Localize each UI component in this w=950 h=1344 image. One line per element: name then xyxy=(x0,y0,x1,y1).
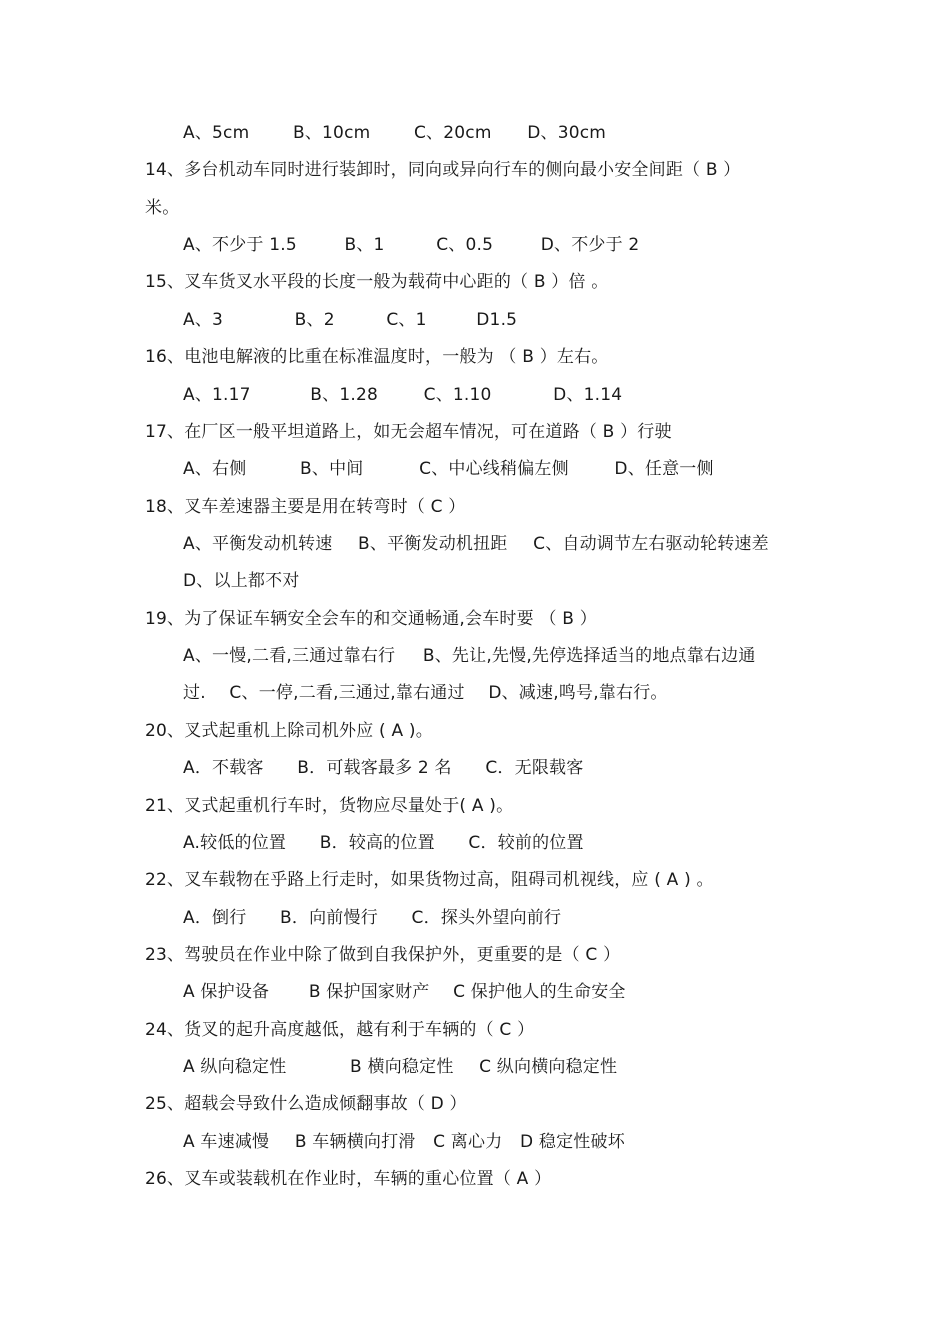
question-19: 19、为了保证车辆安全会车的和交通畅通,会车时要 （ B ） xyxy=(145,609,597,629)
option: C．无限载客 xyxy=(485,758,584,778)
option: A 保护设备 xyxy=(183,982,270,1002)
question-22: 22、叉车载物在乎路上行走时，如果货物过高，阻碍司机视线，应 ( A ) 。 xyxy=(145,870,714,890)
option: A、5cm xyxy=(183,123,250,143)
question-18: 18、叉车差速器主要是用在转弯时（ C ） xyxy=(145,497,466,517)
question-25: 25、超载会导致什么造成倾翻事故（ D ） xyxy=(145,1094,467,1114)
option: D、以上都不对 xyxy=(183,571,300,591)
option: B 横向稳定性 xyxy=(350,1057,454,1077)
options-line xyxy=(183,757,583,779)
option: D1.5 xyxy=(476,310,518,330)
option: C．较前的位置 xyxy=(468,833,584,853)
question-21: 21、叉式起重机行车时，货物应尽量处于( A )。 xyxy=(145,796,514,816)
options-line xyxy=(183,1131,625,1153)
option: 过. xyxy=(183,683,206,703)
options-line xyxy=(183,458,714,480)
option: C 纵向横向稳定性 xyxy=(479,1057,618,1077)
options-line xyxy=(183,645,756,667)
option: A 纵向稳定性 xyxy=(183,1057,287,1077)
question-26: 26、叉车或装载机在作业时，车辆的重心位置（ A ） xyxy=(145,1169,552,1189)
option: C、一停,二看,三通过,靠右通过 xyxy=(229,683,465,703)
option: C、1 xyxy=(386,310,427,330)
option: A．倒行 xyxy=(183,908,247,928)
options-line xyxy=(183,1056,617,1078)
option: B、2 xyxy=(294,310,335,330)
option: C、20cm xyxy=(413,123,492,143)
option: A、不少于 1.5 xyxy=(183,235,297,255)
option: D、1.14 xyxy=(553,385,623,405)
option: A．不载客 xyxy=(183,758,264,778)
option: D、不少于 2 xyxy=(540,235,640,255)
options-line xyxy=(183,570,300,592)
options-line xyxy=(183,309,517,331)
option: A、平衡发动机转速 xyxy=(183,534,333,554)
options-line xyxy=(183,122,606,144)
option: D、任意一侧 xyxy=(614,459,714,479)
option: C、中心线稍偏左侧 xyxy=(419,459,569,479)
option: B、1 xyxy=(344,235,385,255)
option: A、3 xyxy=(183,310,224,330)
options-line xyxy=(183,384,622,406)
options-line xyxy=(183,234,639,256)
question-24: 24、货叉的起升高度越低，越有利于车辆的（ C ） xyxy=(145,1020,535,1040)
option: B 车辆横向打滑 xyxy=(294,1132,416,1152)
options-line xyxy=(183,981,626,1003)
option: C、1.10 xyxy=(423,385,492,405)
option: C、自动调节左右驱动轮转速差 xyxy=(533,534,769,554)
question-15: 15、叉车货叉水平段的长度一般为载荷中心距的（ B ）倍 。 xyxy=(145,272,609,292)
options-line xyxy=(183,907,561,929)
option: A 车速减慢 xyxy=(183,1132,270,1152)
option: B、10cm xyxy=(292,123,371,143)
option: B．向前慢行 xyxy=(280,908,378,928)
question-20: 20、叉式起重机上除司机外应 ( A )。 xyxy=(145,721,433,741)
options-line xyxy=(183,533,769,555)
option: A.较低的位置 xyxy=(183,833,287,853)
question-14: 14、多台机动车同时进行装卸时，同向或异向行车的侧向最小安全间距（ B ） xyxy=(145,160,741,180)
question-14-continued: 米。 xyxy=(145,198,180,218)
question-17: 17、在厂区一般平坦道路上，如无会超车情况，可在道路（ B ）行驶 xyxy=(145,422,672,442)
question-23: 23、驾驶员在作业中除了做到自我保护外，更重要的是（ C ） xyxy=(145,945,621,965)
options-line xyxy=(183,682,668,704)
option: B、先让,先慢,先停选择适当的地点靠右边通 xyxy=(422,646,756,666)
option: C、0.5 xyxy=(436,235,494,255)
question-16: 16、电池电解液的比重在标准温度时，一般为 （ B ）左右。 xyxy=(145,347,609,367)
option: A、右侧 xyxy=(183,459,247,479)
option: A、1.17 xyxy=(183,385,251,405)
option: B、平衡发动机扭距 xyxy=(358,534,508,554)
option: B．较高的位置 xyxy=(319,833,435,853)
option: C 离心力 xyxy=(433,1132,503,1152)
options-line xyxy=(183,832,584,854)
option: D 稳定性破坏 xyxy=(520,1132,625,1152)
option: B、1.28 xyxy=(310,385,379,405)
option: A、一慢,二看,三通过靠右行 xyxy=(183,646,396,666)
option: C 保护他人的生命安全 xyxy=(453,982,626,1002)
option: B．可载客最多 2 名 xyxy=(297,758,452,778)
option: D、30cm xyxy=(527,123,607,143)
option: D、减速,鸣号,靠右行。 xyxy=(488,683,668,703)
option: C．探头外望向前行 xyxy=(411,908,562,928)
option: B 保护国家财产 xyxy=(308,982,430,1002)
option: B、中间 xyxy=(300,459,364,479)
